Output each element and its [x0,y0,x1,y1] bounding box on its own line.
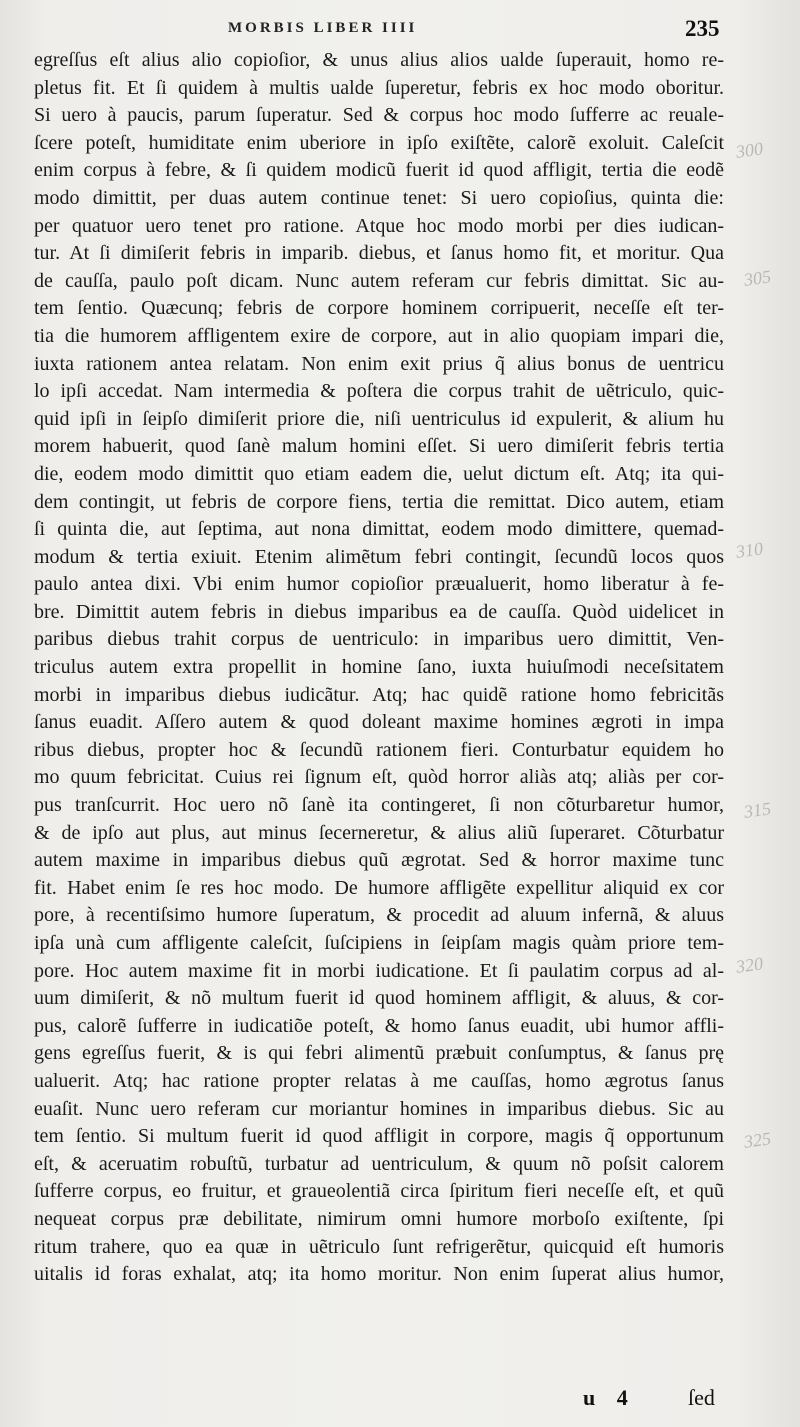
text-line: morbi in imparibus diebus iudicãtur. Atq; hac quidẽ ratione homo febricitãs [34,683,724,706]
text-line: ribus diebus, propter hoc & ſecundũ rationem fieri. Conturbatur equidem ho [34,738,724,761]
text-line: tem ſentio. Quæcunq; febris de corpore hominem corripuerit, neceſſe eſt ter- [34,297,724,320]
text-line: ualuerit. Atq; hac ratione propter relatas à me cauſſas, homo ægrotus ſanus [34,1069,724,1092]
text-line: die, eodem modo dimittit quo etiam eadem die, uelut dictum eſt. Atq; ita qui- [34,462,724,485]
text-line: triculus autem extra propellit in homine ſano, iuxta huiuſmodi neceſsitatem [34,656,724,679]
text-line: ſi quinta die, aut ſeptima, aut nona dimittat, eodem modo dimittere, quemad- [34,518,724,541]
text-line: modo dimittit, per duas autem continue tenet: Si uero copioſius, quinta die: [34,186,724,209]
text-line: de cauſſa, paulo poſt dicam. Nunc autem referam cur febris dimittat. Sic au- [34,269,724,292]
text-line: pore, à recentiſsimo humore ſuperatum, & procedit ad aluum infernã, & aluus [34,904,724,927]
faded-margin-annotations [730,138,800,1152]
text-line: gens egreſſus fuerit, & is qui febri alimentũ præbuit conſumptus, & ſanus prę [34,1042,724,1065]
running-head: MORBIS LIBER IIII [228,20,418,36]
text-line: mo quum febricitat. Cuius rei ſignum eſt, quòd horror aliàs atq; aliàs per cor- [34,766,724,789]
text-line: ritum trahere, quo ea quæ in uẽtriculo ſunt refrigerẽtur, quicquid eſt humoris [34,1235,724,1258]
text-line: tem ſentio. Si multum fuerit id quod affligit in corpore, magis q̃ opportunum [34,1125,724,1148]
text-line: uum dimiſerit, & nõ multum fuerit id quod hominem affligit, & aluus, & cor- [34,987,724,1010]
margin-note: 325 [742,1128,773,1152]
text-line: eſt, & aceruatim robuſtũ, turbatur ad uentriculum, & quum nõ poſsit calorem [34,1152,724,1175]
text-line: enim corpus à febre, & ſi quidem modicũ fuerit id quod affligit, tertia die eodẽ [34,159,724,182]
text-line: iuxta rationem antea relatam. Non enim exit prius q̃ alius bonus de uentricu [34,352,724,375]
text-line: ſufferre corpus, eo fruitur, et graueolentiã circa ſpiritum fieri neceſſe eſt, et quũ [34,1180,724,1203]
text-line: ſanus euadit. Aſſero autem & quod doleant maxime homines ægroti in impa [34,711,724,734]
catchword: ſed [688,1385,715,1410]
text-line: modum & tertia exiuit. Etenim alimẽtum febri contingit, ſecundũ locos quos [34,545,724,568]
page-footer [0,1385,800,1415]
text-line: euaſit. Nunc uero referam cur moriantur homines in imparibus diebus. Sic au [34,1097,724,1120]
text-line: Si uero à paucis, parum ſuperatur. Sed & corpus hoc modo ſufferre ac reuale- [34,104,724,127]
text-line: ſcere poteſt, humiditate enim uberiore in ipſo exiſtẽte, calorẽ exoluit. Caleſcit [34,131,724,154]
text-line: bre. Dimittit autem febris in diebus imparibus ea de cauſſa. Quòd uidelicet in [34,600,724,623]
text-line: autem maxime in imparibus diebus quũ ægrotat. Sed & horror maxime tunc [34,849,724,872]
text-line: ipſa unà cum affligente caleſcit, ſuſcipiens in ſeipſam magis quàm priore tem- [34,932,724,954]
signature-mark: u 4 [583,1385,636,1410]
text-line: morem habuerit, quod ſanè malum homini eſſet. Si uero dimiſerit febris tertia [34,435,724,458]
text-line: & de ipſo aut plus, aut minus ſecerneretur, & alius aliũ ſuperaret. Cõturbatur [34,821,724,844]
margin-note: 305 [742,266,773,290]
text-line: dem contingit, ut febris de corpore fiens, tertia die remittat. Dico autem, etiam [34,490,724,513]
text-line: pore. Hoc autem maxime fit in morbi iudicatione. Et ſi paulatim corpus ad al- [34,959,724,982]
page-number: 235 [685,16,720,41]
page-header [0,14,800,44]
margin-note: 310 [734,538,765,562]
text-line: fit. Habet enim ſe res hoc modo. De humore affligẽte expellitur aliquid ex cor [34,876,724,899]
text-line: nequeat corpus præ debilitate, nimirum omni humore morboſo exiſtente, ſpi [34,1207,724,1230]
margin-note: 320 [734,953,765,977]
text-line: uitalis id foras exhalat, atq; ita homo moritur. Non enim ſuperat alius humor, [34,1263,724,1286]
text-line: pus, calorẽ ſufferre in iudicatiõe poteſt, & homo ſanus euadit, ubi humor affli- [34,1014,724,1037]
text-line: per quatuor uero tenet pro ratione. Atque hoc modo morbi per dies iudican- [34,214,724,237]
margin-note: 300 [734,138,765,162]
text-line: lo ipſi accedat. Nam intermedia & poſtera die corpus trahit de uẽtriculo, quic- [34,380,724,403]
text-line: pletus fit. Et ſi quidem à multis ualde ſuperetur, febris ex hoc modo oboritur. [34,76,724,99]
text-line: tia die humorem affligentem exire de corpore, aut in alio quopiam impari die, [34,324,724,347]
margin-note: 315 [742,798,773,822]
text-line: pus tranſcurrit. Hoc uero nõ ſanè ita contingeret, ſi non cõturbaretur humor, [34,794,724,817]
text-line: paribus diebus trahit corpus de uentriculo: in imparibus uero dimittit, Ven- [34,628,724,651]
text-line: quid ipſi in ſeipſo dimiſerit priore die, niſi uentriculus id expulerit, & alium hu [34,407,724,430]
text-block [34,47,724,1289]
text-line: tur. At ſi dimiſerit febris in imparib. diebus, et ſanus homo fit, et moritur. Qua [34,242,724,265]
text-line: egreſſus eſt alius alio copioſior, & unus alius alios ualde ſuperauit, homo re- [34,49,724,71]
text-line: paulo antea dixi. Vbi enim humor copioſior præualuerit, homo liberatur à fe- [34,573,724,596]
